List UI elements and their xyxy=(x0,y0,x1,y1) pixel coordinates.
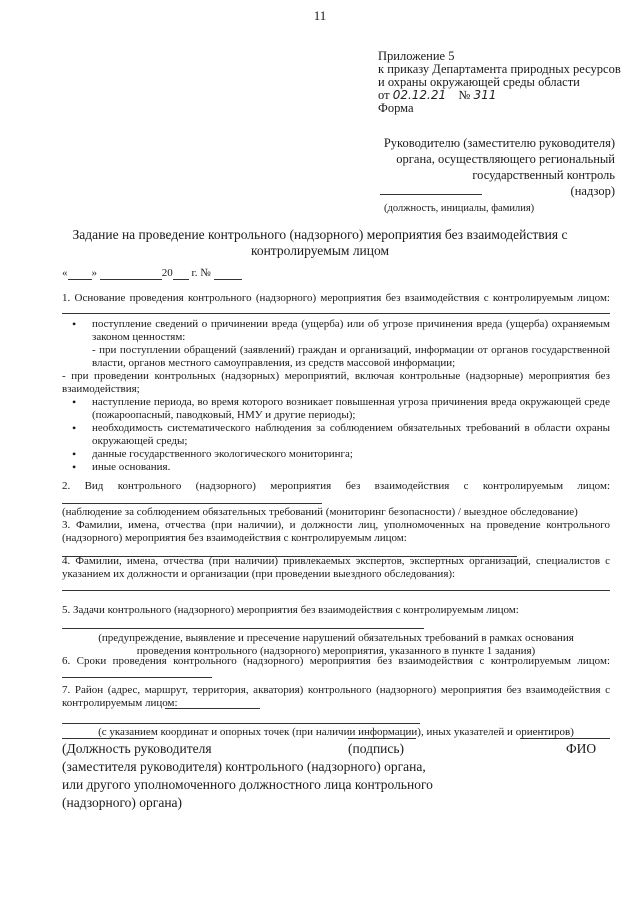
option-monitoring-data: • данные государственного экологического мониторинга; xyxy=(62,448,610,461)
option-harm-control: - при проведении контрольных (надзорных) мероприятий, включая контрольные (надзорные) мероприятия без взаимодействия; xyxy=(62,370,610,395)
item-6-heading: 6. Сроки проведения контрольного (надзорного) мероприятия без взаимодействия с контролируемым лицом: xyxy=(62,655,610,667)
number-prefix: № xyxy=(458,88,471,102)
signature-sign-line xyxy=(348,738,416,739)
option-risk-period: • наступление периода, во время которого возникает повышенная угроза причинения вреда окружающей среде (пожароопасный, паводковый, НМУ и другие периоды); xyxy=(62,396,610,422)
year-blank xyxy=(173,267,189,280)
item-6-section xyxy=(62,655,610,678)
signature-position-line xyxy=(62,738,154,739)
item-4-heading: 4. Фамилии, имена, отчества (при наличии) привлекаемых экспертов, экспертных организаций, специалистов с указанием их должности и организации (при проведении выездного обследования): xyxy=(62,555,610,580)
addressee-line-2: органа, осуществляющего региональный xyxy=(396,152,615,166)
option-other: • иные основания. xyxy=(62,461,610,474)
addressee-line-1: Руководителю (заместителю руководителя) xyxy=(383,136,615,150)
item-4-fill-line xyxy=(62,590,610,591)
item-1-options xyxy=(62,318,610,474)
item-5-note: (предупреждение, выявление и пресечение нарушений обязательных требований в рамках основания проведения контрольного (надзорного) мероприятия, указанного в пункте 1 задания) xyxy=(98,632,574,657)
item-1-section xyxy=(62,292,610,314)
item-2-fill-line xyxy=(62,503,322,504)
addressee-line-3: государственный контроль xyxy=(472,168,615,182)
signature-label: (подпись) xyxy=(348,741,405,756)
position-line-3: или другого уполномоченного должностного лица контрольного xyxy=(62,777,433,792)
addressee-caption: (должность, инициалы, фамилия) xyxy=(384,203,535,214)
annex-date-number-line xyxy=(378,89,621,102)
date-prefix: от xyxy=(378,88,390,102)
addressee-line-4: (надзор) xyxy=(570,184,615,198)
date-number-line xyxy=(62,267,242,280)
position-line-1: (Должность руководителя xyxy=(62,741,212,756)
annex-department-line: и охраны окружающей среды области xyxy=(378,75,580,89)
item-7-note: (с указанием координат и опорных точек (при наличии информации), иных указателей и ориентиров) xyxy=(98,726,574,738)
day-blank xyxy=(68,267,92,280)
year-prefix: 20 xyxy=(161,267,173,279)
item-5-heading: 5. Задачи контрольного (надзорного) мероприятия без взаимодействия с контролируемым лицом: xyxy=(62,604,519,616)
annex-title: Приложение 5 xyxy=(378,49,455,63)
item-7-section xyxy=(62,684,610,739)
item-3-heading: 3. Фамилии, имена, отчества (при наличии), и должности лиц, уполномоченных на проведение контрольного (надзорного) мероприятия без взаимодействия с контролируемым лицом: xyxy=(62,519,610,544)
option-harm-appeals: - при поступлении обращений (заявлений) граждан и организаций, информации от органов государственной власти, органов местного самоуправления, из средств массовой информации; xyxy=(92,344,610,369)
number-blank xyxy=(214,267,242,280)
annex-block xyxy=(378,50,621,115)
close-quote: » xyxy=(91,267,97,279)
option-harm-info: • поступление сведений о причинении вреда (ущерба) или об угрозе причинения вреда (ущерба) охраняемым законом ценностям: xyxy=(62,318,610,344)
handwritten-number: 311 xyxy=(473,88,497,102)
item-3-section xyxy=(62,519,610,557)
item-4-section xyxy=(62,555,610,591)
form-label: Форма xyxy=(378,101,414,115)
full-name-label: ФИО xyxy=(566,741,597,756)
item-6-fill-line xyxy=(62,677,212,678)
option-systematic-observation: • необходимость систематического наблюдения за соблюдением обязательных требований в области охраны окружающей среды; xyxy=(62,422,610,448)
document-title xyxy=(60,227,580,259)
annex-order-line: к приказу Департамента природных ресурсов xyxy=(378,62,621,76)
addressee-block xyxy=(384,135,615,199)
page-number: 11 xyxy=(313,8,327,23)
position-line-4: (надзорного) органа) xyxy=(62,795,183,810)
month-blank xyxy=(100,267,162,280)
number-label: г. № xyxy=(191,267,211,279)
position-line-2: (заместителя руководителя) контрольного (надзорного) органа, xyxy=(62,759,426,774)
item-1-heading: 1. Основание проведения контрольного (надзорного) мероприятия без взаимодействия с контролируемым лицом: xyxy=(62,292,610,304)
item-7-fill-line xyxy=(62,723,420,724)
item-5-section xyxy=(62,604,610,658)
item-2-section xyxy=(62,480,610,519)
addressee-fill-line xyxy=(380,194,482,195)
open-quote: « xyxy=(62,267,68,279)
title-line-1: Задание на проведение контрольного (надзорного) мероприятия без взаимодействия с xyxy=(72,227,568,242)
signature-name-line xyxy=(520,738,610,739)
item-5-fill-line xyxy=(62,628,424,629)
item-7-heading: 7. Район (адрес, маршрут, территория, акватория) контрольного (надзорного) мероприятия без взаимодействия с контролируемым лицом: xyxy=(62,684,610,709)
title-line-2: контролируемым лицом xyxy=(250,243,390,258)
item-1-fill-line xyxy=(62,313,610,314)
item-7-fill-line-short xyxy=(165,708,260,709)
item-2-heading: 2. Вид контрольного (надзорного) мероприятия без взаимодействия с контролируемым лицом: xyxy=(62,480,610,492)
item-2-note: (наблюдение за соблюдением обязательных требований (мониторинг безопасности) / выездное обследование) xyxy=(62,506,578,518)
handwritten-date: 02.12.21 xyxy=(392,88,447,102)
